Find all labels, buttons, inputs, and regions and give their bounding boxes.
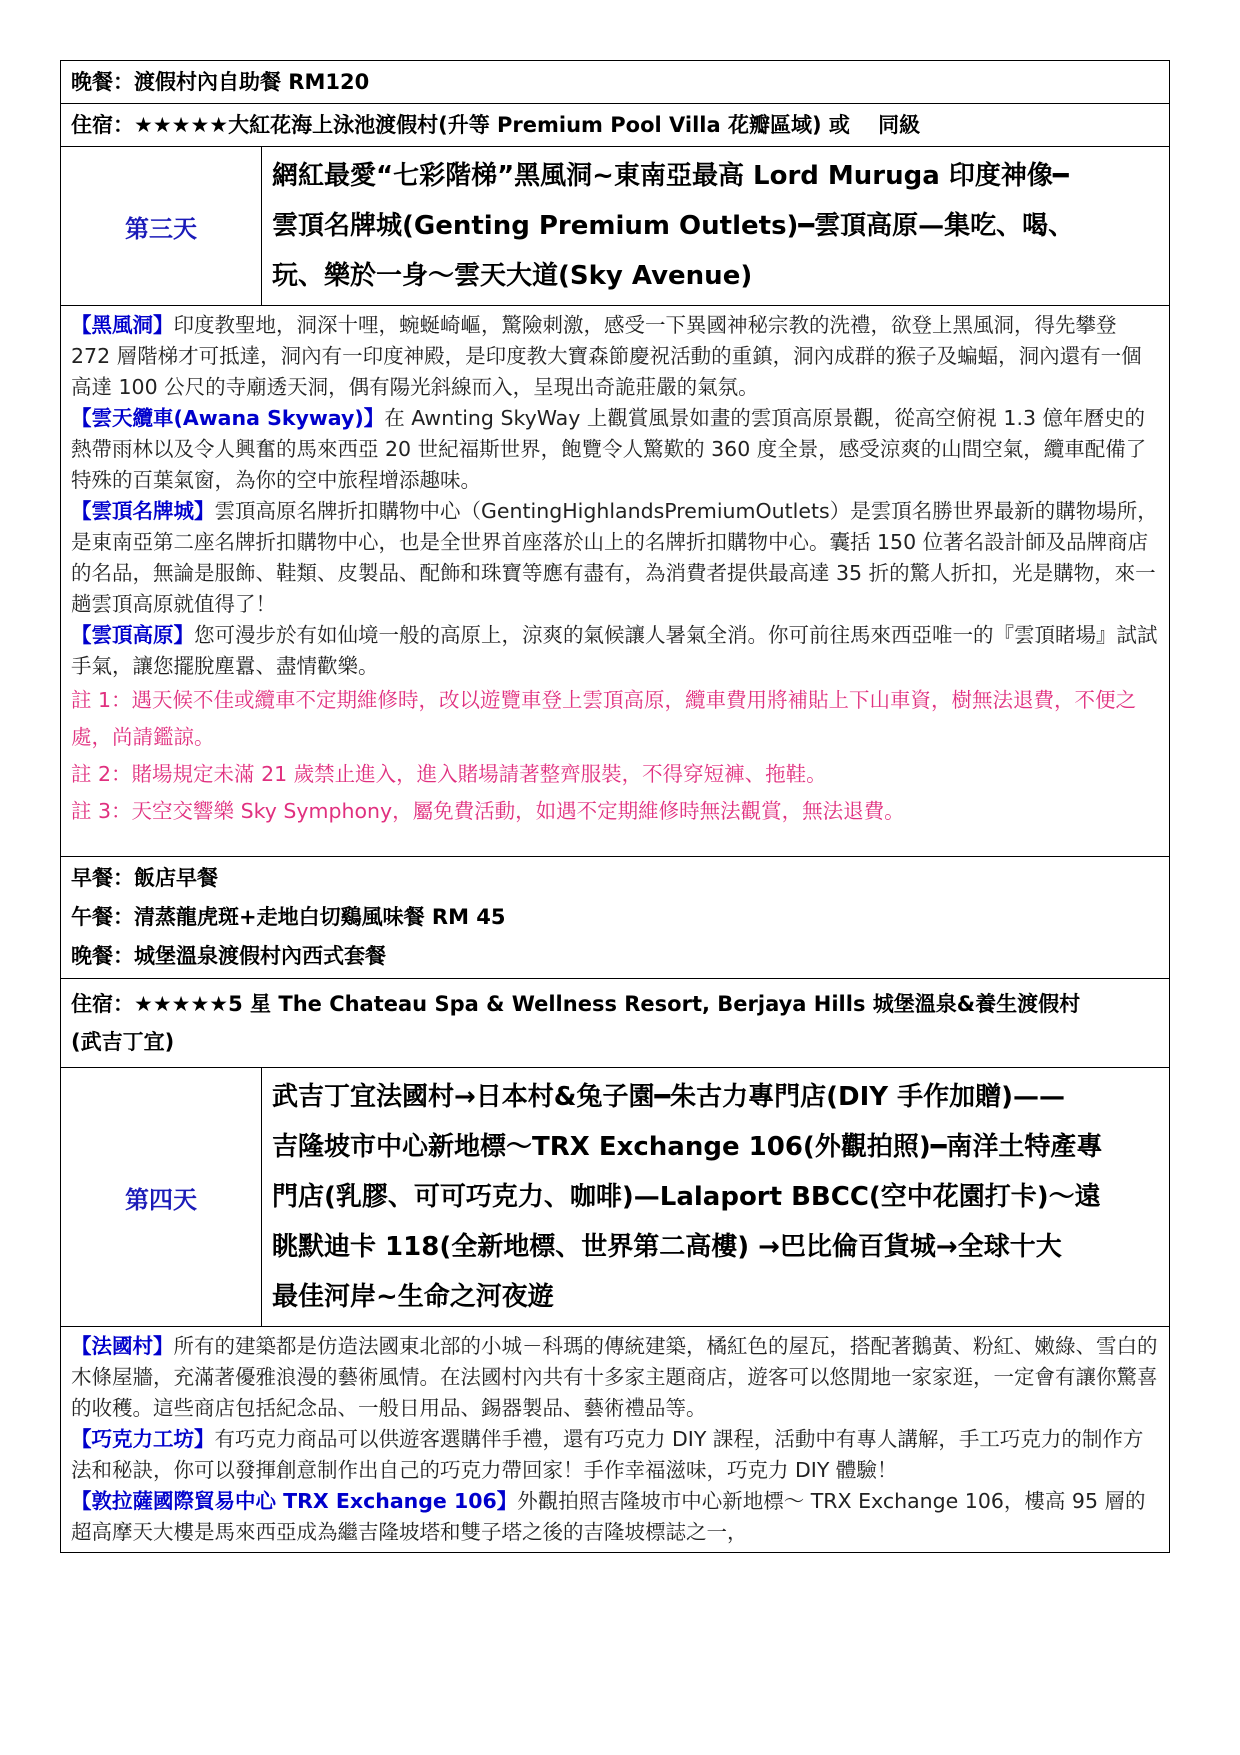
day4-title-line: 武吉丁宜法國村→日本村&兔子園━朱古力專門店(DIY 手作加贈)——: [272, 1082, 1066, 1112]
day3-header: [61, 147, 1169, 306]
section-heading: 【法國村】: [71, 1334, 174, 1358]
section-paragraph: [71, 1486, 1159, 1548]
note: 註 1：遇天候不佳或纜車不定期維修時，改以遊覽車登上雲頂高原，纜車費用將補貼上下山車資，樹無法退費，不便之處，尚請鑑諒。: [71, 688, 1137, 749]
section-paragraph: [71, 1424, 1159, 1486]
section-heading: 【黑風洞】: [71, 313, 174, 337]
section-text: 在 Awnting SkyWay 上觀賞風景如畫的雲頂高原景觀，從高空俯視 1.3 億年曆史的熱帶雨林以及令人興奮的馬來西亞 20 世紀福斯世界，飽覽令人驚歎的 360 度全景，感受涼爽的山間空氣，纜車配備了特殊的百葉氣窗，為你的空中旅程增添趣味。: [71, 406, 1147, 492]
section-paragraph: [71, 1331, 1159, 1424]
day3-title-line: 玩、樂於一身～雲天大道(Sky Avenue): [272, 261, 753, 291]
section-text: 您可漫步於有如仙境一般的高原上，涼爽的氣候讓人暑氣全消。你可前往馬來西亞唯一的『雲頂睹場』試試手氣，讓您擺脫塵囂、盡情歡樂。: [71, 623, 1158, 678]
section-heading: 【巧克力工坊】: [71, 1427, 215, 1451]
day4-title-line: 眺默迪卡 118(全新地標、世界第二高樓) →巴比倫百貨城→全球十大: [272, 1232, 1062, 1262]
day4-title-line: 最佳河岸~生命之河夜遊: [272, 1282, 554, 1312]
day3-label: 第三天: [61, 147, 262, 305]
hotel-row: 住宿：★★★★★大紅花海上泳池渡假村(升等 Premium Pool Villa 花瓣區域) 或 同級: [61, 104, 1169, 147]
itinerary-page: [60, 60, 1170, 1553]
day3-title-line: 網紅最愛“七彩階梯”黑風洞~東南亞最高 Lord Muruga 印度神像━: [272, 161, 1069, 191]
hotel-line: 住宿：★★★★★5 星 The Chateau Spa & Wellness Resort, Berjaya Hills 城堡溫泉&養生渡假村: [71, 992, 1081, 1016]
section-paragraph: [71, 620, 1159, 682]
section-text: 外觀拍照吉隆坡市中心新地標～ TRX Exchange 106，樓高 95 層的超高摩天大樓是馬來西亞成為繼吉隆坡塔和雙子塔之後的吉隆坡標誌之一，: [71, 1489, 1146, 1544]
section-heading: 【雲頂高原】: [71, 623, 194, 647]
dinner-line: 晚餐：城堡溫泉渡假村內西式套餐: [71, 944, 386, 968]
section-heading: 【雲頂名牌城】: [71, 499, 215, 523]
day3-hotel: [61, 979, 1169, 1068]
day4-label: 第四天: [61, 1068, 262, 1326]
hotel-line: (武吉丁宜): [71, 1030, 175, 1054]
section-heading: 【雲天纜車(Awana Skyway)】: [71, 406, 385, 430]
day4-title-line: 門店(乳膠、可可巧克力、咖啡)—Lalaport BBCC(空中花園打卡)～遠: [272, 1182, 1101, 1212]
breakfast-line: 早餐：飯店早餐: [71, 866, 218, 890]
day4-description: [61, 1327, 1169, 1553]
section-heading: 【敦拉薩國際貿易中心 TRX Exchange 106】: [71, 1489, 518, 1513]
section-text: 所有的建築都是仿造法國東北部的小城－科瑪的傳統建築，橘紅色的屋瓦，搭配著鵝黃、粉紅、嫩綠、雪白的木條屋牆，充滿著優雅浪漫的藝術風情。在法國村內共有十多家主題商店，遊客可以悠閒地一家家逛，一定會有讓你驚喜的收穫。這些商店包括紀念品、一般日用品、錫器製品、藝術禮品等。: [71, 1334, 1158, 1420]
dinner-row: 晚餐：渡假村內自助餐 RM120: [61, 61, 1169, 104]
note: 註 3：天空交響樂 Sky Symphony，屬免費活動，如遇不定期維修時無法觀賞，無法退費。: [71, 799, 905, 823]
day3-title: [262, 147, 1169, 305]
section-paragraph: [71, 403, 1159, 496]
section-paragraph: [71, 310, 1159, 403]
day3-title-line: 雲頂名牌城(Genting Premium Outlets)━雲頂高原—集吃、喝、: [272, 211, 1075, 241]
day3-meals: [61, 857, 1169, 979]
itinerary-table: [60, 60, 1170, 1553]
lunch-line: 午餐：清蒸龍虎斑+走地白切鷄風味餐 RM 45: [71, 905, 506, 929]
note: 註 2：賭場規定未滿 21 歲禁止進入，進入賭場請著整齊服裝，不得穿短褲、拖鞋。: [71, 762, 827, 786]
section-text: 有巧克力商品可以供遊客選購伴手禮，還有巧克力 DIY 課程，活動中有專人講解，手工巧克力的制作方法和秘訣，你可以發揮創意制作出自己的巧克力帶回家！手作幸福滋味，巧克力 DIY 體驗！: [71, 1427, 1144, 1482]
day3-description: [61, 306, 1169, 857]
day4-title-line: 吉隆坡市中心新地標～TRX Exchange 106(外觀拍照)━南洋土特產專: [272, 1132, 1103, 1162]
section-paragraph: [71, 496, 1159, 620]
day4-title: [262, 1068, 1169, 1326]
section-text: 印度教聖地，洞深十哩，蜿蜒崎嶇，驚險刺激，感受一下異國神秘宗教的洗禮，欲登上黑風洞，得先攀登 272 層階梯才可抵達，洞內有一印度神殿，是印度教大寶森節慶祝活動的重鎮，洞內成群的猴子及蝙蝠，洞內還有一個高達 100 公尺的寺廟透天洞，偶有陽光斜線而入，呈現出奇詭莊嚴的氣氛。: [71, 313, 1142, 399]
section-text: 雲頂高原名牌折扣購物中心（GentingHighlandsPremiumOutlets）是雲頂名勝世界最新的購物場所，是東南亞第二座名牌折扣購物中心，也是全世界首座落於山上的名牌折扣購物中心。囊括 150 位著名設計師及品牌商店的名品，無論是服飾、鞋類、皮製品、配飾和珠寶等應有盡有，為消費者提供最高達 35 折的驚人折扣，光是購物，來一趟雲頂高原就值得了！: [71, 499, 1158, 616]
day4-header: [61, 1068, 1169, 1327]
